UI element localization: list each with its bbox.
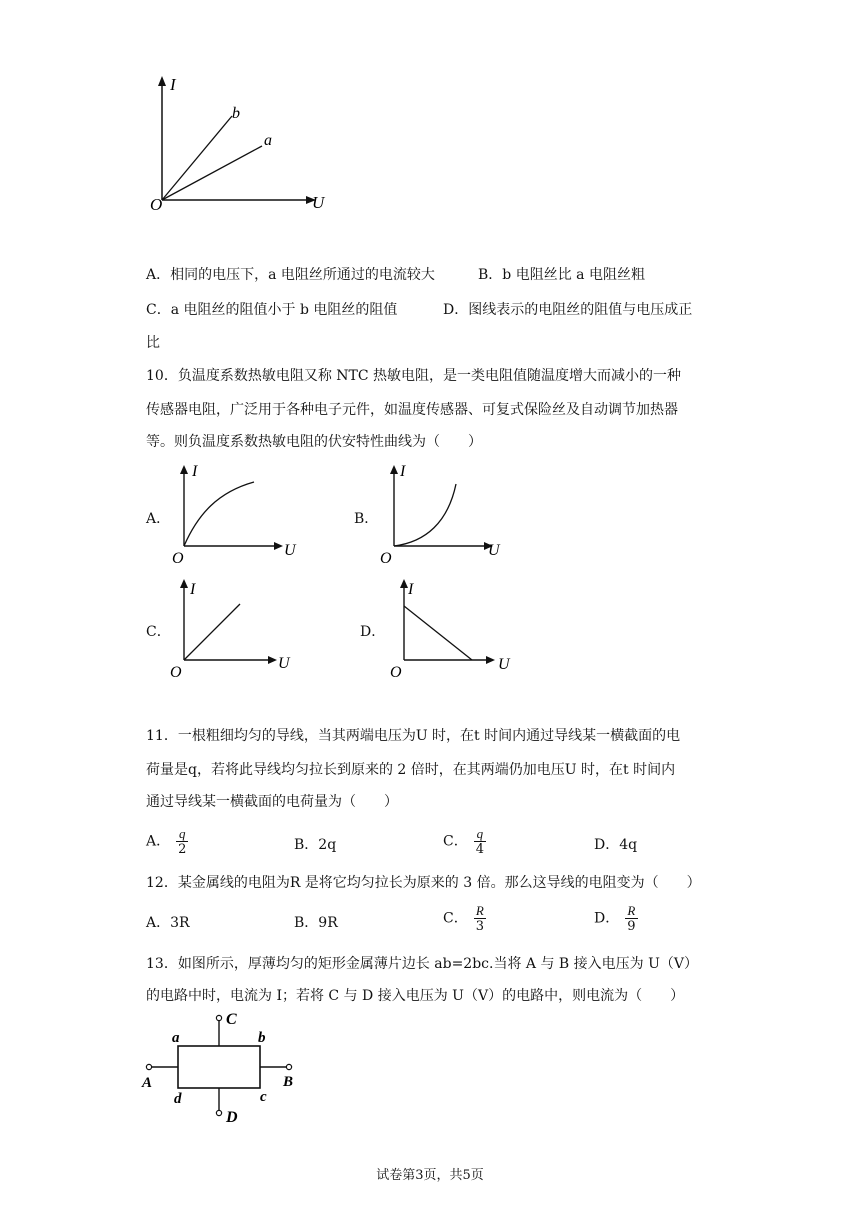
q11-option-b: B．2q bbox=[294, 837, 337, 853]
q13-terminal-b: B bbox=[283, 1074, 294, 1090]
q10-graph-d bbox=[384, 576, 524, 680]
q11-option-a bbox=[146, 826, 188, 857]
q11-option-d: D．4q bbox=[594, 837, 638, 853]
q11-option-c-label: C． bbox=[443, 833, 468, 850]
q11-option-a-fraction bbox=[176, 826, 188, 857]
q9-option-d-continued: 比 bbox=[146, 335, 160, 351]
q11-line-2: 荷量是q，若将此导线均匀拉长到原来的 2 倍时，在其两端仍加电压U 时，在t 时间内 bbox=[146, 762, 676, 778]
q13-corner-a: a bbox=[172, 1030, 180, 1046]
q12-option-d-denominator: 9 bbox=[627, 919, 636, 934]
q13-corner-d: d bbox=[174, 1091, 182, 1107]
q12-option-d bbox=[594, 903, 638, 934]
q10-graph-a bbox=[168, 462, 308, 566]
q10-line-3: 等。则负温度系数热敏电阻的伏安特性曲线为（ ） bbox=[146, 434, 482, 450]
q10-option-c-label: C． bbox=[146, 624, 171, 640]
q13-terminal-c: C bbox=[226, 1011, 237, 1028]
q9-option-b: B．b 电阻丝比 a 电阻丝粗 bbox=[478, 267, 645, 283]
q10-option-b-label: B． bbox=[354, 511, 379, 527]
q9-option-a: A．相同的电压下，a 电阻丝所通过的电流较大 bbox=[146, 267, 435, 283]
q10d-y-axis-label: I bbox=[408, 581, 414, 598]
q10a-x-axis-label: U bbox=[284, 542, 296, 559]
q13-metal-sheet-figure bbox=[138, 1006, 318, 1130]
q13-line-2: 的电路中时，电流为 I；若将 C 与 D 接入电压为 U（V）的电路中，则电流为（ ） bbox=[146, 988, 685, 1004]
q10a-origin-label: O bbox=[172, 550, 184, 566]
q10d-origin-label: O bbox=[390, 664, 402, 680]
q10-line-1: 10．负温度系数热敏电阻又称 NTC 热敏电阻，是一类电阻值随温度增大而减小的一种 bbox=[146, 368, 682, 384]
q12-option-d-numerator: R bbox=[625, 903, 637, 919]
q9-iu-graph bbox=[140, 70, 340, 220]
q12-option-c-label: C． bbox=[443, 910, 468, 927]
q12-option-c-fraction bbox=[474, 903, 486, 934]
q9-line-a-label: a bbox=[264, 132, 272, 149]
q10c-y-axis-label: I bbox=[190, 581, 196, 598]
q11-option-c-fraction bbox=[474, 826, 486, 857]
q10c-origin-label: O bbox=[170, 664, 182, 680]
q9-line-b-label: b bbox=[232, 105, 240, 122]
q10c-x-axis-label: U bbox=[278, 655, 290, 672]
q11-option-c-numerator: q bbox=[474, 826, 486, 842]
q10-graph-b bbox=[378, 462, 518, 566]
q11-option-a-numerator: q bbox=[176, 826, 188, 842]
q12-option-b: B．9R bbox=[294, 915, 338, 931]
q10b-y-axis-label: I bbox=[400, 463, 406, 480]
q12-option-d-fraction bbox=[625, 903, 637, 934]
q9-option-d: D．图线表示的电阻丝的阻值与电压成正 bbox=[443, 302, 693, 318]
q11-option-c bbox=[443, 826, 486, 857]
q10d-x-axis-label: U bbox=[498, 656, 510, 673]
q12-option-d-label: D． bbox=[594, 910, 620, 927]
q9-x-axis-label: U bbox=[312, 193, 325, 212]
q10-option-d-label: D． bbox=[360, 624, 386, 640]
q12-option-a: A．3R bbox=[146, 915, 190, 931]
q13-terminal-d: D bbox=[226, 1109, 238, 1126]
q11-option-a-label: A． bbox=[146, 833, 171, 850]
q12-line: 12．某金属线的电阻为R 是将它均匀拉长为原来的 3 倍。那么这导线的电阻变为（ ） bbox=[146, 875, 701, 891]
q10-option-a-label: A． bbox=[146, 511, 171, 527]
q10-graph-c bbox=[168, 576, 308, 680]
q11-line-1: 11．一根粗细均匀的导线，当其两端电压为U 时，在t 时间内通过导线某一横截面的电 bbox=[146, 728, 681, 744]
q13-corner-c: c bbox=[260, 1089, 267, 1105]
q9-option-c: C．a 电阻丝的阻值小于 b 电阻丝的阻值 bbox=[146, 302, 398, 318]
q10b-origin-label: O bbox=[380, 550, 392, 566]
q10a-y-axis-label: I bbox=[192, 463, 198, 480]
q12-option-c-denominator: 3 bbox=[475, 919, 484, 934]
q12-option-c-numerator: R bbox=[474, 903, 486, 919]
q13-line-1: 13．如图所示，厚薄均匀的矩形金属薄片边长 ab=2bc.当将 A 与 B 接入电压为 U（V） bbox=[146, 956, 699, 972]
page-footer: 试卷第3页，共5页 bbox=[376, 1168, 484, 1183]
q11-option-a-denominator: 2 bbox=[178, 842, 187, 857]
q10-line-2: 传感器电阻，广泛用于各种电子元件，如温度传感器、可复式保险丝及自动调节加热器 bbox=[146, 402, 678, 418]
q13-corner-b: b bbox=[258, 1030, 266, 1046]
q11-option-c-denominator: 4 bbox=[475, 842, 484, 857]
q11-line-3: 通过导线某一横截面的电荷量为（ ） bbox=[146, 794, 398, 810]
q13-terminal-a: A bbox=[142, 1075, 153, 1091]
q9-origin-label: O bbox=[150, 195, 163, 214]
q12-option-c bbox=[443, 903, 486, 934]
q10b-x-axis-label: U bbox=[488, 542, 500, 559]
q9-y-axis-label: I bbox=[170, 75, 176, 94]
